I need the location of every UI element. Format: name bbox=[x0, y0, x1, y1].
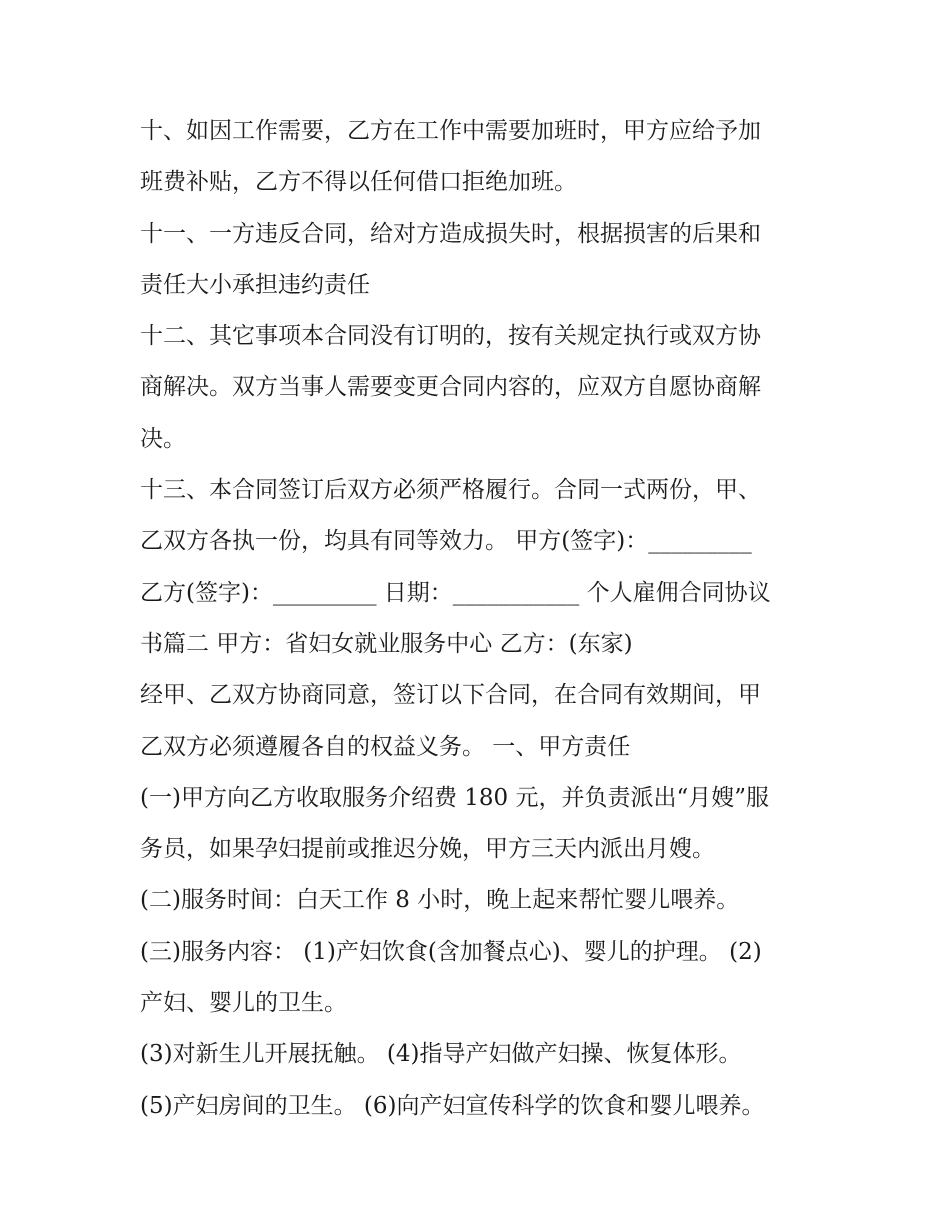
text-line: 经甲、乙双方协商同意，签订以下合同，在合同有效期间，甲 bbox=[140, 682, 761, 709]
document-body bbox=[140, 106, 820, 1132]
text-line: 乙方(签字)：_________ 日期：___________ 个人雇佣合同协议 bbox=[140, 579, 771, 606]
text-line: 决。 bbox=[140, 425, 186, 452]
text-line: (5)产妇房间的卫生。 (6)向产妇宣传科学的饮食和婴儿喂养。 bbox=[140, 1092, 765, 1119]
text-line: 产妇、婴儿的卫生。 bbox=[140, 990, 347, 1017]
text-line: 商解决。双方当事人需要变更合同内容的，应双方自愿协商解 bbox=[140, 374, 761, 401]
text-line: 班费补贴，乙方不得以任何借口拒绝加班。 bbox=[140, 169, 577, 196]
text-line: 乙双方必须遵履各自的权益义务。 一、甲方责任 bbox=[140, 733, 631, 760]
text-line: 十二、其它事项本合同没有订明的，按有关规定执行或双方协 bbox=[140, 323, 761, 350]
text-line: (二)服务时间：白天工作 8 小时，晚上起来帮忙婴儿喂养。 bbox=[140, 887, 740, 914]
text-line: 十一、一方违反合同，给对方造成损失时，根据损害的后果和 bbox=[140, 220, 761, 247]
text-line: 十三、本合同签订后双方必须严格履行。合同一式两份，甲、 bbox=[140, 477, 761, 504]
text-line: (3)对新生儿开展抚触。 (4)指导产妇做产妇操、恢复体形。 bbox=[140, 1041, 742, 1068]
text-line: 务员，如果孕妇提前或推迟分娩，甲方三天内派出月嫂。 bbox=[140, 836, 715, 863]
text-line: 乙双方各执一份，均具有同等效力。 甲方(签字)：_________ bbox=[140, 528, 752, 555]
text-line: 书篇二 甲方：省妇女就业服务中心 乙方：(东家) bbox=[140, 630, 633, 657]
text-line: (一)甲方向乙方收取服务介绍费 180 元，并负责派出“月嫂”服 bbox=[140, 784, 769, 811]
text-line: (三)服务内容： (1)产妇饮食(含加餐点心)、婴儿的护理。 (2) bbox=[140, 938, 762, 965]
text-line: 责任大小承担违约责任 bbox=[140, 271, 370, 298]
text-line: 十、如因工作需要，乙方在工作中需要加班时，甲方应给予加 bbox=[140, 118, 761, 144]
